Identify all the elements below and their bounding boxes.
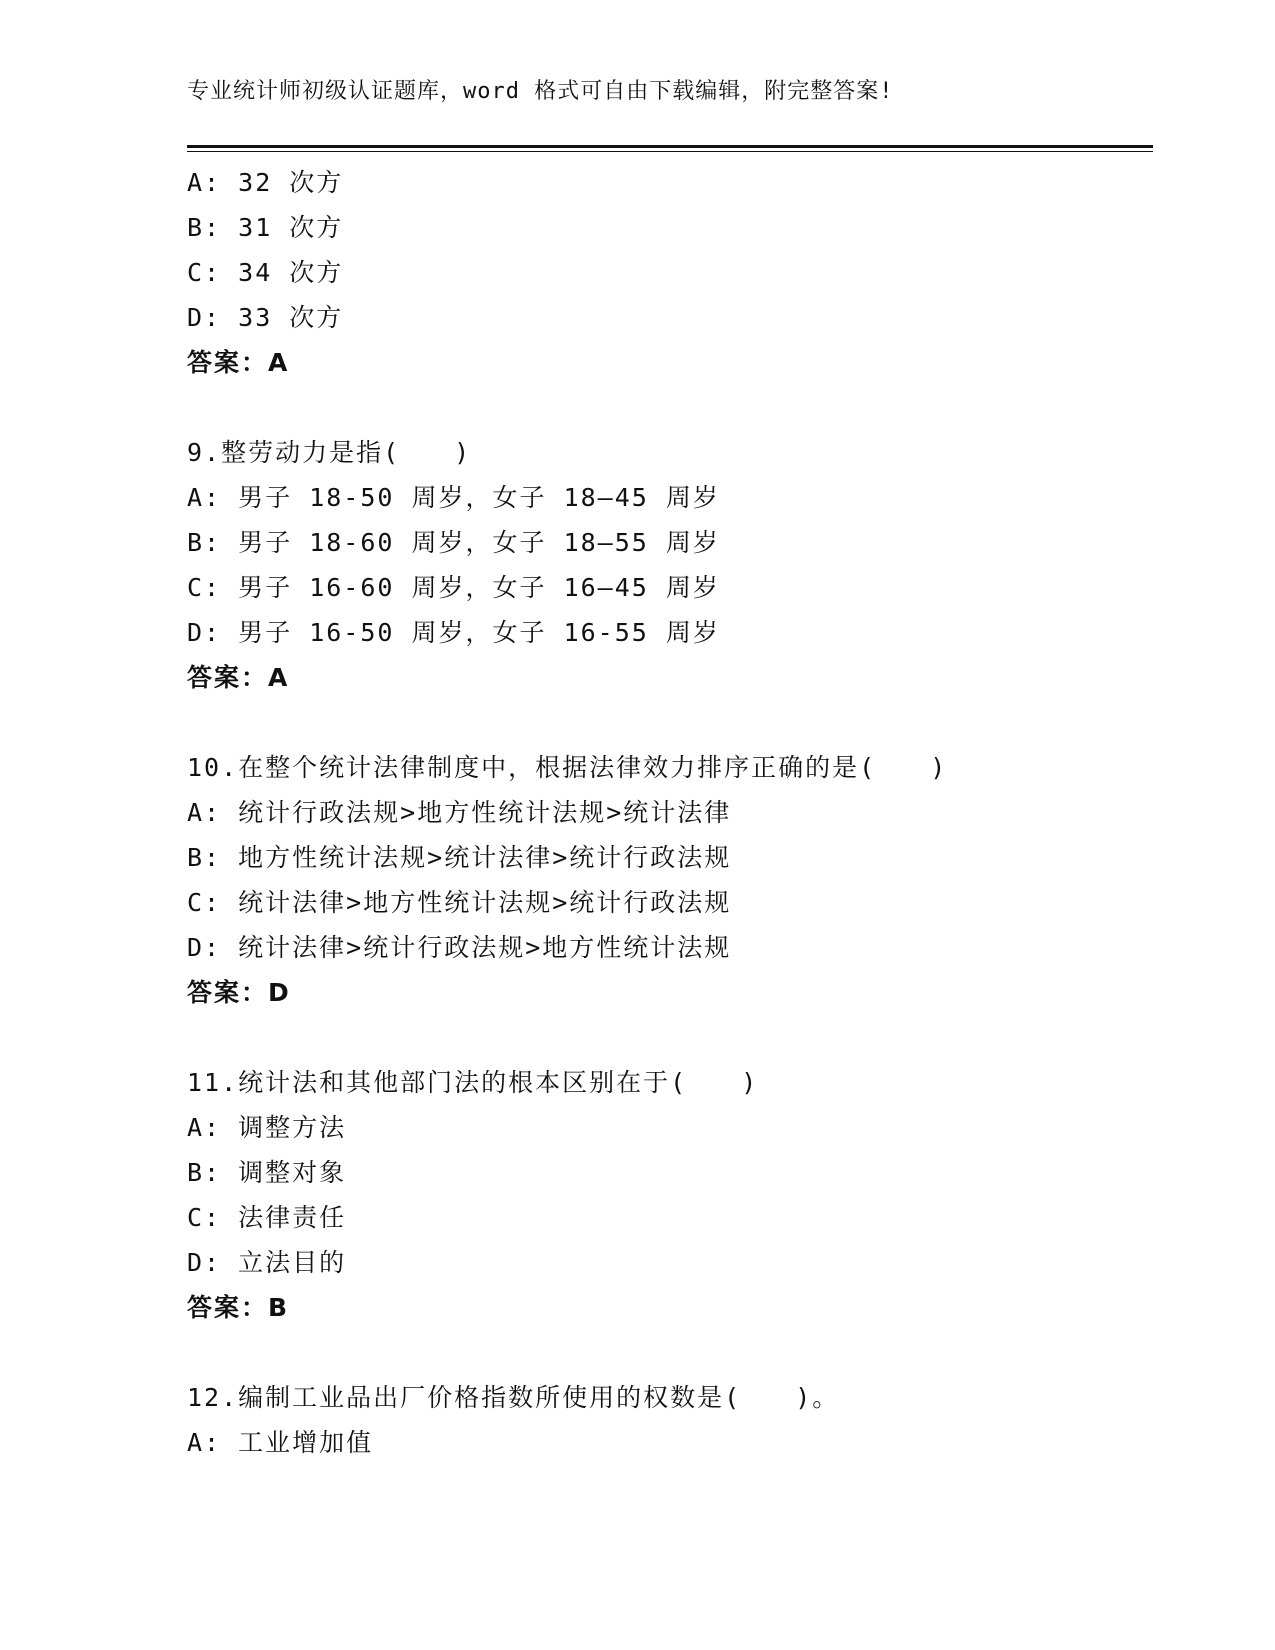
option-a: A: 统计行政法规>地方性统计法规>统计法律 <box>187 798 732 827</box>
question-9-stem: 9.整劳动力是指( ) <box>187 438 472 467</box>
option-b: B: 男子 18-60 周岁，女子 18—55 周岁 <box>187 528 720 557</box>
option-c: C: 男子 16-60 周岁，女子 16—45 周岁 <box>187 573 720 602</box>
option-d: D: 统计法律>统计行政法规>地方性统计法规 <box>187 933 732 962</box>
spacer <box>187 1330 1153 1375</box>
header-rule-thin <box>187 151 1153 152</box>
question-content <box>187 160 1153 1465</box>
option-a: A: 男子 18-50 周岁，女子 18—45 周岁 <box>187 483 720 512</box>
spacer <box>187 700 1153 745</box>
page-header: 专业统计师初级认证题库，word 格式可自由下载编辑，附完整答案! <box>187 79 894 104</box>
question-11-stem: 11.统计法和其他部门法的根本区别在于( ) <box>187 1068 759 1097</box>
header-rule-thick <box>187 145 1153 148</box>
answer: 答案：D <box>187 978 291 1007</box>
option-d: D: 立法目的 <box>187 1248 347 1277</box>
option-c: C: 统计法律>地方性统计法规>统计行政法规 <box>187 888 732 917</box>
question-10-stem: 10.在整个统计法律制度中，根据法律效力排序正确的是( ) <box>187 753 948 782</box>
option-a: A: 工业增加值 <box>187 1428 374 1457</box>
answer: 答案：A <box>187 348 290 377</box>
option-d: D: 33 次方 <box>187 303 344 332</box>
spacer <box>187 385 1153 430</box>
option-b: B: 调整对象 <box>187 1158 347 1187</box>
option-b: B: 地方性统计法规>统计法律>统计行政法规 <box>187 843 732 872</box>
option-a: A: 32 次方 <box>187 168 344 197</box>
option-d: D: 男子 16-50 周岁，女子 16-55 周岁 <box>187 618 720 647</box>
option-c: C: 34 次方 <box>187 258 344 287</box>
option-b: B: 31 次方 <box>187 213 344 242</box>
spacer <box>187 1015 1153 1060</box>
option-c: C: 法律责任 <box>187 1203 347 1232</box>
option-a: A: 调整方法 <box>187 1113 347 1142</box>
answer: 答案：A <box>187 663 290 692</box>
question-12-stem: 12.编制工业品出厂价格指数所使用的权数是( )。 <box>187 1383 840 1412</box>
answer: 答案：B <box>187 1293 290 1322</box>
